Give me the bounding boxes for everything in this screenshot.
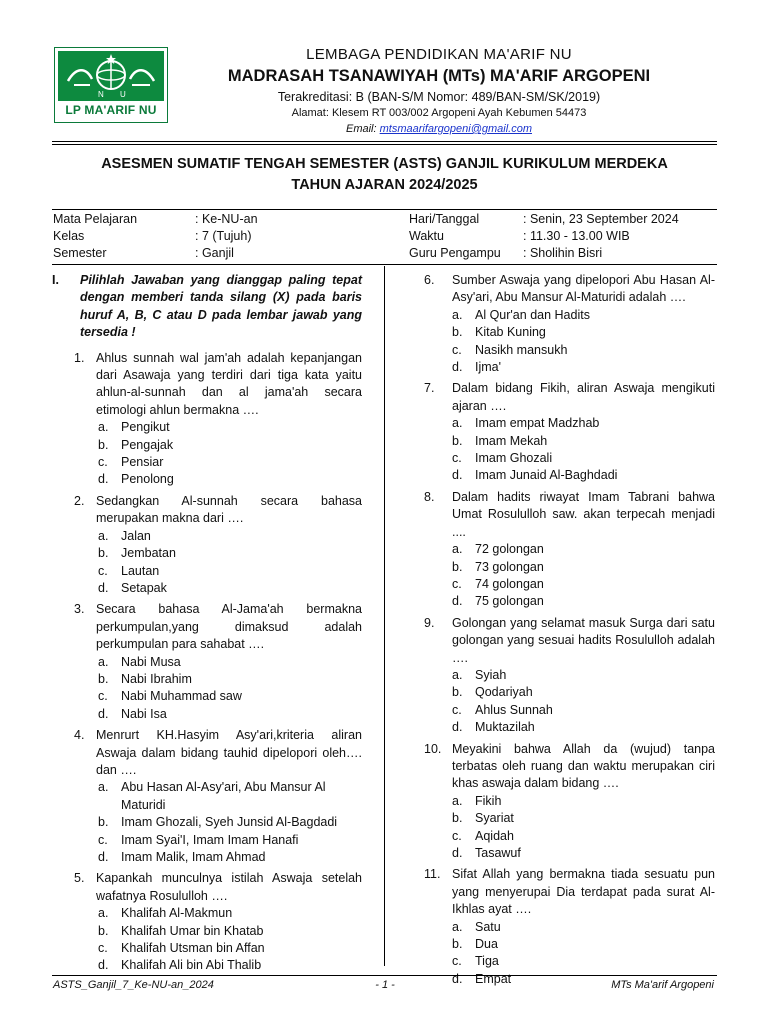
info-label: Semester (53, 246, 107, 260)
question-text: Kapankah munculnya istilah Aswaja setelah wafatnya Rosululloh …. (96, 871, 362, 903)
option-text: Ahlus Sunnah (475, 702, 553, 717)
option-text: Pensiar (121, 455, 164, 470)
option-letter: b. (452, 559, 463, 574)
option-text: Imam Mekah (475, 433, 548, 448)
answer-option (452, 576, 715, 593)
option-text: Tasawuf (475, 846, 521, 860)
answer-option (98, 849, 362, 866)
accreditation: Terakreditasi: B (BAN-S/M Nomor: 489/BAN-SM/SK/2019) (277, 90, 601, 104)
answer-option (452, 467, 715, 484)
question-number: 6. (424, 273, 435, 287)
option-text: Syariat (475, 811, 514, 826)
option-letter: c. (98, 832, 108, 847)
option-letter: d. (98, 958, 109, 973)
question-text: Golongan yang selamat masuk Surga dari satu golongan yang sesuai hadits Rosululloh adalah …. (452, 615, 715, 665)
question-text: Ahlus sunnah wal jam'ah adalah kepanjangan dari Asawaja yang terdiri dari tiga kata yaitu ahlun-al-sunnah dan al jama'ah secara etimologi ahlun bermakna …. (96, 350, 362, 417)
option-letter: d. (452, 720, 463, 735)
question-text: Meyakini bahwa Allah da (wujud) tanpa terbatas oleh ruang dan waktu merupakan ciri khas aswaja dalam bidang …. (452, 741, 715, 791)
answer-option (452, 593, 715, 610)
email-line (216, 123, 662, 135)
question-text: Dalam bidang Fikih, aliran Aswaja mengikuti ajaran …. (452, 381, 715, 413)
question-number: 8. (424, 489, 435, 504)
question-number: 3. (74, 602, 85, 617)
option-letter: d. (98, 850, 109, 864)
answer-option (98, 832, 362, 849)
institution-name: LEMBAGA PENDIDIKAN MA'ARIF NU (306, 46, 572, 63)
option-letter: b. (98, 546, 109, 561)
option-text: Imam Malik, Imam Ahmad (121, 850, 266, 864)
option-text: Muktazilah (475, 720, 535, 735)
option-text: Nabi Musa (121, 654, 181, 669)
question (424, 866, 715, 918)
header-rule-thick (52, 141, 717, 142)
answer-option (452, 845, 715, 862)
question-number: 1. (74, 350, 85, 365)
question (424, 489, 715, 541)
option-text: Imam Syai'I, Imam Imam Hanafi (121, 832, 299, 847)
option-letter: d. (452, 846, 463, 860)
question (424, 615, 715, 667)
answer-option (98, 437, 362, 454)
question (424, 741, 715, 793)
answer-option (98, 905, 362, 922)
question-number: 2. (74, 493, 85, 508)
option-text: Dua (475, 937, 498, 952)
answer-option (452, 359, 715, 376)
option-letter: a. (98, 654, 109, 669)
option-text: 74 golongan (475, 576, 544, 591)
option-letter: b. (98, 815, 109, 830)
info-rule-top (52, 209, 717, 210)
option-letter: c. (98, 563, 108, 578)
answer-option (452, 810, 715, 827)
answer-option (98, 940, 362, 957)
question-number: 5. (74, 871, 85, 886)
answer-option (98, 814, 362, 831)
question-list-left (52, 350, 362, 975)
answer-option (452, 324, 715, 341)
option-text: Aqidah (475, 828, 514, 843)
column-divider (384, 266, 385, 966)
answer-option (98, 688, 362, 705)
question-text: Menrurt KH.Hasyim Asy'ari,kriteria aliran Aswaja dalam bidang tauhid dipelopori oleh…. dan …. (96, 728, 362, 777)
question-text: Sedangkan Al-sunnah secara bahasa merupakan makna dari …. (96, 493, 362, 526)
option-text: Penolong (121, 472, 174, 487)
option-text: Khalifah Umar bin Khatab (121, 923, 264, 938)
option-letter: d. (452, 971, 463, 986)
option-text: Pengajak (121, 437, 174, 452)
option-letter: d. (452, 360, 463, 375)
option-letter: d. (98, 472, 109, 487)
option-letter: a. (452, 307, 463, 322)
option-text: Kitab Kuning (475, 325, 546, 340)
question (74, 350, 362, 420)
logo-text: LP MA'ARIF NU (65, 103, 157, 117)
option-text: Khalifah Utsman bin Affan (121, 941, 265, 956)
question-number: 9. (424, 615, 435, 630)
question-text: Secara bahasa Al-Jama'ah bermakna perkumpulan,yang dimaksud adalah perkumpulan para sahabat …. (96, 602, 362, 652)
option-text: Nabi Muhammad saw (121, 689, 242, 704)
exam-title: ASESMEN SUMATIF TENGAH SEMESTER (ASTS) GANJIL KURIKULUM MERDEKA (101, 156, 668, 172)
option-letter: b. (98, 437, 109, 452)
option-text: Jalan (121, 528, 151, 543)
option-text: 75 golongan (475, 594, 544, 609)
info-label: Kelas (53, 229, 85, 243)
option-letter: a. (452, 919, 463, 934)
footer-school: MTs Ma'arif Argopeni (611, 979, 714, 991)
question-text: Sumber Aswaja yang dipelopori Abu Hasan Al-Asy'ari, Abu Mansur Al-Maturidi adalah …. (452, 273, 715, 305)
answer-option (98, 528, 362, 545)
info-rule-bottom (52, 264, 717, 265)
question-number: 11. (424, 867, 441, 882)
option-letter: d. (98, 580, 109, 595)
answer-option (98, 654, 362, 671)
option-text: Imam empat Madzhab (475, 416, 600, 431)
lp-maarif-nu-logo (54, 47, 168, 123)
answer-option (98, 923, 362, 940)
answer-option (98, 471, 362, 488)
question-text: Dalam hadits riwayat Imam Tabrani bahwa Umat Rosululloh saw. akan terpecah menjadi .... (452, 489, 715, 539)
option-text: 72 golongan (475, 542, 544, 557)
footer-file-code: ASTS_Ganjil_7_Ke-NU-an_2024 (53, 979, 214, 991)
answer-option (452, 667, 715, 684)
answer-option (452, 307, 715, 324)
option-text: 73 golongan (475, 559, 544, 574)
option-text: Jembatan (121, 546, 176, 561)
option-text: Nasikh mansukh (475, 342, 568, 357)
footer-rule (52, 975, 717, 976)
answer-option (98, 671, 362, 688)
email-link[interactable]: mtsmaarifargopeni@gmail.com (379, 123, 532, 135)
answer-option (452, 702, 715, 719)
question-number: 10. (424, 741, 442, 756)
option-text: Tiga (475, 954, 499, 969)
question-text: Sifat Allah yang bermakna tiada sesuatu pun yang menyerupai Dia terdapat pada surat Al-Ikhlas ayat …. (452, 867, 715, 917)
option-letter: c. (452, 451, 462, 466)
option-text: Khalifah Al-Makmun (121, 906, 233, 921)
svg-text:U: U (120, 90, 126, 99)
question-number: 4. (74, 728, 85, 743)
answer-option (98, 957, 362, 974)
answer-option (98, 580, 362, 597)
option-text: Khalifah Ali bin Abi Thalib (121, 958, 262, 973)
option-letter: c. (452, 576, 462, 591)
question (74, 870, 362, 905)
answer-option (98, 706, 362, 723)
section-number: I. (52, 273, 59, 287)
option-text: Imam Ghozali, Syeh Junsid Al-Bagdadi (121, 815, 338, 830)
header-rule-thin (52, 144, 717, 145)
info-value: : Ke-NU-an (195, 212, 258, 226)
option-letter: d. (452, 468, 463, 483)
answer-option (98, 563, 362, 580)
question (74, 727, 362, 779)
option-letter: a. (452, 793, 463, 808)
option-letter: c. (98, 689, 108, 704)
answer-option (452, 433, 715, 450)
answer-option (452, 342, 715, 359)
option-letter: b. (452, 937, 463, 952)
option-letter: c. (98, 941, 108, 956)
option-text: Imam Junaid Al-Baghdadi (475, 468, 618, 483)
info-label: Waktu (409, 229, 444, 243)
option-letter: a. (98, 906, 109, 921)
answer-option (452, 828, 715, 845)
option-text: Empat (475, 971, 512, 986)
option-text: Syiah (475, 667, 507, 682)
info-value: : Sholihin Bisri (523, 246, 603, 260)
question (424, 380, 715, 415)
page-number: - 1 - (375, 979, 395, 991)
option-text: Fikih (475, 793, 502, 808)
option-letter: b. (98, 671, 109, 686)
answer-option (452, 953, 715, 970)
option-text: Ijma' (475, 360, 502, 375)
option-text: Satu (475, 919, 501, 934)
address: Alamat: Klesem RT 003/002 Argopeni Ayah Kebumen 54473 (291, 107, 587, 119)
info-value: : 7 (Tujuh) (195, 229, 252, 243)
option-letter: b. (452, 811, 463, 826)
option-letter: c. (452, 342, 462, 357)
option-letter: d. (98, 706, 109, 721)
instruction-text: Pilihlah Jawaban yang dianggap paling tepat dengan memberi tanda silang (X) pada baris huruf A, B, C atau D pada lembar jawab yang tersedia ! (80, 273, 362, 340)
question-number: 7. (424, 381, 435, 396)
option-text: Nabi Isa (121, 706, 167, 721)
info-label: Hari/Tanggal (409, 212, 480, 226)
option-letter: a. (452, 542, 463, 557)
answer-option (452, 919, 715, 936)
question (74, 493, 362, 528)
option-letter: b. (452, 685, 463, 700)
answer-option (452, 684, 715, 701)
answer-option (452, 719, 715, 736)
academic-year: TAHUN AJARAN 2024/2025 (291, 177, 478, 193)
question (74, 601, 362, 653)
option-letter: a. (98, 528, 109, 543)
option-letter: c. (452, 828, 462, 843)
answer-option (452, 936, 715, 953)
option-text: Pengikut (121, 420, 170, 435)
answer-option (98, 454, 362, 471)
option-text: Al Qur'an dan Hadits (475, 307, 590, 322)
option-letter: c. (98, 455, 108, 470)
option-letter: c. (452, 702, 462, 717)
left-column (52, 272, 362, 975)
right-column (424, 272, 715, 988)
option-letter: a. (452, 667, 463, 682)
info-value: : Ganjil (195, 246, 234, 260)
answer-option (98, 779, 362, 814)
option-text: Nabi Ibrahim (121, 671, 192, 686)
option-letter: a. (98, 420, 109, 435)
answer-option (452, 559, 715, 576)
option-text: Lautan (121, 563, 160, 578)
option-letter: b. (452, 325, 463, 340)
option-text: Abu Hasan Al-Asy'ari, Abu Mansur Al Maturidi (121, 780, 326, 812)
info-value: : Senin, 23 September 2024 (523, 212, 679, 226)
option-text: Imam Ghozali (475, 451, 553, 466)
option-text: Setapak (121, 580, 167, 595)
option-letter: b. (452, 433, 463, 448)
question (424, 272, 715, 307)
option-letter: a. (452, 416, 463, 431)
option-letter: d. (452, 594, 463, 609)
answer-option (98, 419, 362, 436)
email-label: Email: (345, 123, 377, 135)
answer-option (452, 450, 715, 467)
option-text: Qodariyah (475, 685, 533, 700)
option-letter: a. (98, 780, 109, 795)
logo-emblem (58, 51, 164, 101)
option-letter: b. (98, 923, 109, 938)
info-value: : 11.30 - 13.00 WIB (523, 229, 630, 243)
info-label: Mata Pelajaran (53, 212, 138, 226)
question-list-right (424, 272, 715, 988)
svg-text:N: N (98, 90, 104, 99)
answer-option (98, 545, 362, 562)
option-letter: c. (452, 954, 462, 969)
answer-option (452, 793, 715, 810)
info-label: Guru Pengampu (409, 246, 501, 260)
answer-option (452, 541, 715, 558)
school-name: MADRASAH TSANAWIYAH (MTs) MA'ARIF ARGOPENI (227, 67, 651, 85)
section-instruction (52, 272, 362, 342)
answer-option (452, 415, 715, 432)
